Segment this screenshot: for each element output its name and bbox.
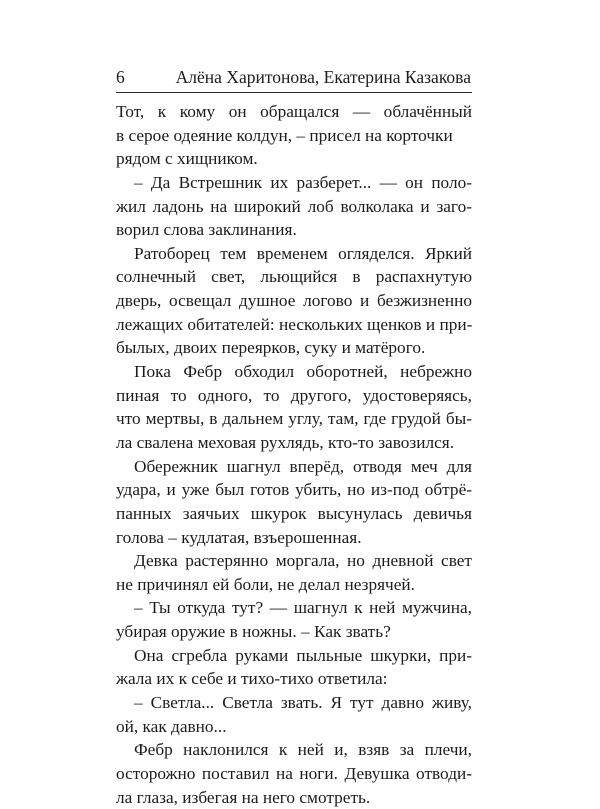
text-line: панных заячьих шкурок высунулась девичья (116, 503, 472, 523)
running-title: Алёна Харитонова, Екатерина Казакова (175, 67, 471, 87)
text-line: убирая оружие в ножны. – Как звать? (116, 622, 391, 642)
text-line: жала их к себе и тихо-тихо ответила: (116, 669, 388, 689)
body-text (116, 100, 472, 809)
text-line: что мертвы, в дальнем углу, там, где грудой бы- (116, 409, 472, 429)
text-line: Обережник шагнул вперёд, отводя меч для (134, 456, 472, 476)
text-line: лежащих обитателей: нескольких щенков и при- (116, 314, 473, 334)
text-line: – Да Встрешник их разберет... — он поло- (134, 172, 472, 192)
text-line: осторожно поставил на ноги. Девушка отводи- (116, 763, 472, 783)
text-line: ворил слова заклинания. (116, 220, 297, 240)
text-line: былых, двоих переярков, суку и матёрого. (116, 338, 426, 358)
text-line: Пока Фебр обходил оборотней, небрежно (134, 362, 472, 382)
text-line: солнечный свет, льющийся в распахнутую (116, 267, 472, 287)
text-line: Ратоборец тем временем огляделся. Яркий (134, 243, 472, 263)
text-line: – Ты откуда тут? — шагнул к ней мужчина, (134, 598, 472, 618)
text-line: Фебр наклонился к ней и, взяв за плечи, (134, 740, 472, 760)
text-line: удара, и уже был готов убить, но из-под обтрё- (116, 480, 472, 500)
text-line: жил ладонь на широкий лоб волколака и заго- (116, 196, 472, 216)
text-line: Она сгребла руками пыльные шкурки, при- (134, 645, 472, 665)
text-line: дверь, освещал душное логово и безжизненно (116, 291, 472, 311)
text-line: не причинял ей боли, не делал незрячей. (116, 574, 415, 594)
text-line: ла свалена меховая рухлядь, кто-то завозился. (116, 432, 455, 452)
text-line: пиная то одного, то другого, удостоверяясь, (116, 385, 472, 405)
text-line: голова – кудлатая, взъерошенная. (116, 527, 362, 547)
running-header (116, 66, 472, 93)
text-line: – Светла... Светла звать. Я тут давно живу, (134, 693, 472, 713)
text-line: в серое одеяние колдун, – присел на корточки (116, 125, 453, 145)
page-number: 6 (116, 67, 125, 87)
text-line: Девка растерянно моргала, но дневной свет (134, 551, 472, 571)
text-line: рядом с хищником. (116, 149, 258, 169)
text-line: ой, как давно... (116, 716, 227, 736)
text-line: ла глаза, избегая на него смотреть. (116, 787, 371, 807)
text-line: Тот, к кому он обращался — облачённый (116, 102, 472, 121)
